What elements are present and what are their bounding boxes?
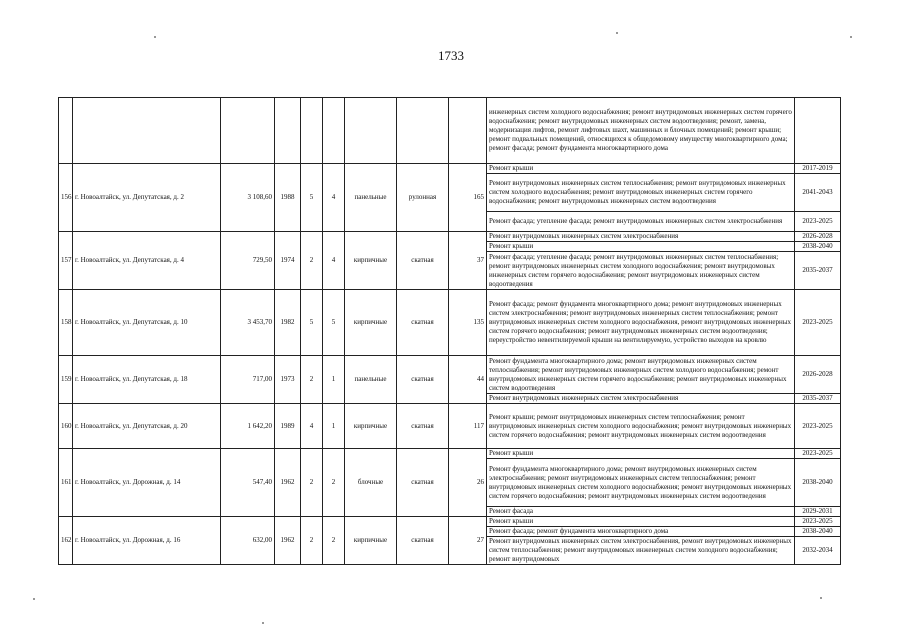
table-row (59, 232, 841, 242)
residents-cell: 37 (449, 232, 487, 290)
year-built-cell: 1982 (275, 290, 301, 356)
table-row (59, 449, 841, 459)
scan-speck (820, 597, 822, 599)
repair-period-cell: 2026-2028 (795, 232, 841, 242)
scan-speck (850, 36, 852, 38)
scan-speck (33, 598, 35, 600)
scan-speck (616, 32, 618, 34)
area-cell: 717,00 (221, 356, 275, 404)
residents-cell: 165 (449, 164, 487, 232)
repair-work-cell: Ремонт внутридомовых инженерных систем электроснабжения (487, 394, 795, 404)
year-built-cell: 1962 (275, 517, 301, 565)
wall-material-cell: панельные (345, 164, 397, 232)
row-number: 160 (59, 404, 73, 449)
repair-work-cell: Ремонт крыши (487, 517, 795, 527)
repair-work-cell: Ремонт фасада; утепление фасада; ремонт внутридомовых инженерных систем электроснабжения (487, 212, 795, 232)
empty-cell (301, 98, 323, 164)
entrances-cell: 1 (323, 356, 345, 404)
residents-cell: 117 (449, 404, 487, 449)
empty-cell (449, 98, 487, 164)
table-row (59, 164, 841, 174)
row-number: 156 (59, 164, 73, 232)
floors-cell: 2 (301, 449, 323, 517)
row-number: 157 (59, 232, 73, 290)
repair-work-cell: инженерных систем холодного водоснабжения; ремонт внутридомовых инженерных систем горячего водоснабжения; ремонт внутридомовых инженерных систем водоотведения; ремонт, замена, модернизация лифтов, ремонт лифтовых шахт, машинных и блочных помещений; ремонт крыши; ремонт подвальных помещений, относящихся к общедомовому имуществу многоквартирного дома; ремонт фасада; ремонт фундамента многоквартирного дома (487, 98, 795, 164)
area-cell: 729,50 (221, 232, 275, 290)
year-built-cell: 1973 (275, 356, 301, 404)
repair-work-cell: Ремонт фундамента многоквартирного дома; ремонт внутридомовых инженерных систем теплоснабжения; ремонт внутридомовых инженерных систем холодного водоснабжения; ремонт внутридомовых инженерных систем горячего водоснабжения; ремонт внутридомовых инженерных систем водоотведения (487, 356, 795, 394)
repair-work-cell: Ремонт внутридомовых инженерных систем электроснабжения, ремонт внутридомовых инженерных систем теплоснабжения; ремонт внутридомовых инженерных систем холодного водоснабжения; ремонт внутридомовых (487, 537, 795, 565)
floors-cell: 4 (301, 404, 323, 449)
repair-period-cell (795, 98, 841, 164)
table-row (59, 356, 841, 394)
empty-cell (345, 98, 397, 164)
repair-period-cell: 2029-2031 (795, 507, 841, 517)
row-number: 158 (59, 290, 73, 356)
repair-period-cell: 2017-2019 (795, 164, 841, 174)
year-built-cell: 1989 (275, 404, 301, 449)
address-cell: г. Новоалтайск, ул. Депутатская, д. 20 (73, 404, 221, 449)
scan-speck (262, 622, 264, 624)
repair-period-cell: 2035-2037 (795, 252, 841, 290)
entrances-cell: 1 (323, 404, 345, 449)
address-cell: г. Новоалтайск, ул. Дорожная, д. 16 (73, 517, 221, 565)
repair-period-cell: 2026-2028 (795, 356, 841, 394)
roof-type-cell: скатная (397, 517, 449, 565)
residents-cell: 27 (449, 517, 487, 565)
empty-cell (275, 98, 301, 164)
repair-work-cell: Ремонт крыши (487, 449, 795, 459)
entrances-cell: 5 (323, 290, 345, 356)
roof-type-cell: скатная (397, 404, 449, 449)
row-number: 159 (59, 356, 73, 404)
address-cell: г. Новоалтайск, ул. Депутатская, д. 2 (73, 164, 221, 232)
wall-material-cell: кирпичные (345, 404, 397, 449)
housing-repair-table (58, 97, 841, 565)
floors-cell: 2 (301, 356, 323, 404)
repair-work-cell: Ремонт фасада; ремонт фундамента многоквартирного дома (487, 527, 795, 537)
row-number: 162 (59, 517, 73, 565)
page-number: 1733 (438, 48, 464, 63)
roof-type-cell: скатная (397, 449, 449, 517)
area-cell: 547,40 (221, 449, 275, 517)
repair-work-cell: Ремонт фасада; ремонт фундамента многоквартирного дома; ремонт внутридомовых инженерных систем электроснабжения; ремонт внутридомовых инженерных систем теплоснабжения; ремонт внутридомовых инженерных систем холодного водоснабжения, ремонт внутридомовых инженерных систем горячего водоснабжения; ремонт внутридомовых инженерных систем водоотведения; переустройство невентилируемой крыши на вентилируемую, устройство выходов на кровлю (487, 290, 795, 356)
floors-cell: 2 (301, 517, 323, 565)
table-row (59, 517, 841, 527)
wall-material-cell: блочные (345, 449, 397, 517)
roof-type-cell: скатная (397, 356, 449, 404)
empty-cell (73, 98, 221, 164)
entrances-cell: 4 (323, 164, 345, 232)
repair-period-cell: 2023-2025 (795, 290, 841, 356)
repair-period-cell: 2038-2040 (795, 527, 841, 537)
address-cell: г. Новоалтайск, ул. Депутатская, д. 10 (73, 290, 221, 356)
area-cell: 1 642,20 (221, 404, 275, 449)
repair-work-cell: Ремонт внутридомовых инженерных систем теплоснабжения; ремонт внутридомовых инженерных систем холодного водоснабжения; ремонт внутридомовых инженерных систем горячего водоснабжения; ремонт внутридомовых инженерных систем водоотведения (487, 174, 795, 212)
repair-period-cell: 2023-2025 (795, 404, 841, 449)
wall-material-cell: кирпичные (345, 290, 397, 356)
area-cell: 632,00 (221, 517, 275, 565)
entrances-cell: 2 (323, 517, 345, 565)
address-cell: г. Новоалтайск, ул. Дорожная, д. 14 (73, 449, 221, 517)
floors-cell: 2 (301, 232, 323, 290)
row-number: 161 (59, 449, 73, 517)
repair-work-cell: Ремонт крыши; ремонт внутридомовых инженерных систем теплоснабжения; ремонт внутридомовых инженерных систем холодного водоснабжения; ремонт внутридомовых инженерных систем горячего водоснабжения; ремонт внутридомовых инженерных систем водоотведения (487, 404, 795, 449)
empty-cell (221, 98, 275, 164)
roof-type-cell: рулонная (397, 164, 449, 232)
year-built-cell: 1974 (275, 232, 301, 290)
residents-cell: 44 (449, 356, 487, 404)
year-built-cell: 1988 (275, 164, 301, 232)
area-cell: 3 108,60 (221, 164, 275, 232)
roof-type-cell: скатная (397, 290, 449, 356)
repair-work-cell: Ремонт фасада; утепление фасада; ремонт внутридомовых инженерных систем теплоснабжения; ремонт внутридомовых инженерных систем холодного водоснабжения; ремонт внутридомовых инженерных систем горячего водоснабжения; ремонт внутридомовых инженерных систем водоотведения (487, 252, 795, 290)
area-cell: 3 453,70 (221, 290, 275, 356)
repair-work-cell: Ремонт фундамента многоквартирного дома; ремонт внутридомовых инженерных систем электроснабжения; ремонт внутридомовых инженерных систем теплоснабжения; ремонт внутридомовых инженерных систем холодного водоснабжения; ремонт внутридомовых инженерных систем горячего водоснабжения; ремонт внутридомовых инженерных систем водоотведения (487, 459, 795, 507)
repair-work-cell: Ремонт фасада (487, 507, 795, 517)
repair-period-cell: 2023-2025 (795, 212, 841, 232)
repair-period-cell: 2032-2034 (795, 537, 841, 565)
repair-period-cell: 2038-2040 (795, 459, 841, 507)
repair-work-cell: Ремонт внутридомовых инженерных систем электроснабжения (487, 232, 795, 242)
repair-period-cell: 2035-2037 (795, 394, 841, 404)
entrances-cell: 4 (323, 232, 345, 290)
address-cell: г. Новоалтайск, ул. Депутатская, д. 18 (73, 356, 221, 404)
empty-cell (59, 98, 73, 164)
roof-type-cell: скатная (397, 232, 449, 290)
scan-speck (154, 36, 156, 38)
entrances-cell: 2 (323, 449, 345, 517)
residents-cell: 135 (449, 290, 487, 356)
address-cell: г. Новоалтайск, ул. Депутатская, д. 4 (73, 232, 221, 290)
empty-cell (323, 98, 345, 164)
repair-period-cell: 2041-2043 (795, 174, 841, 212)
repair-period-cell: 2038-2040 (795, 242, 841, 252)
table-row (59, 98, 841, 164)
year-built-cell: 1962 (275, 449, 301, 517)
empty-cell (397, 98, 449, 164)
repair-period-cell: 2023-2025 (795, 449, 841, 459)
wall-material-cell: кирпичные (345, 517, 397, 565)
repair-work-cell: Ремонт крыши (487, 242, 795, 252)
floors-cell: 5 (301, 164, 323, 232)
repair-work-cell: Ремонт крыши (487, 164, 795, 174)
wall-material-cell: кирпичные (345, 232, 397, 290)
floors-cell: 5 (301, 290, 323, 356)
residents-cell: 26 (449, 449, 487, 517)
table-row (59, 290, 841, 356)
wall-material-cell: панельные (345, 356, 397, 404)
table-row (59, 404, 841, 449)
repair-period-cell: 2023-2025 (795, 517, 841, 527)
